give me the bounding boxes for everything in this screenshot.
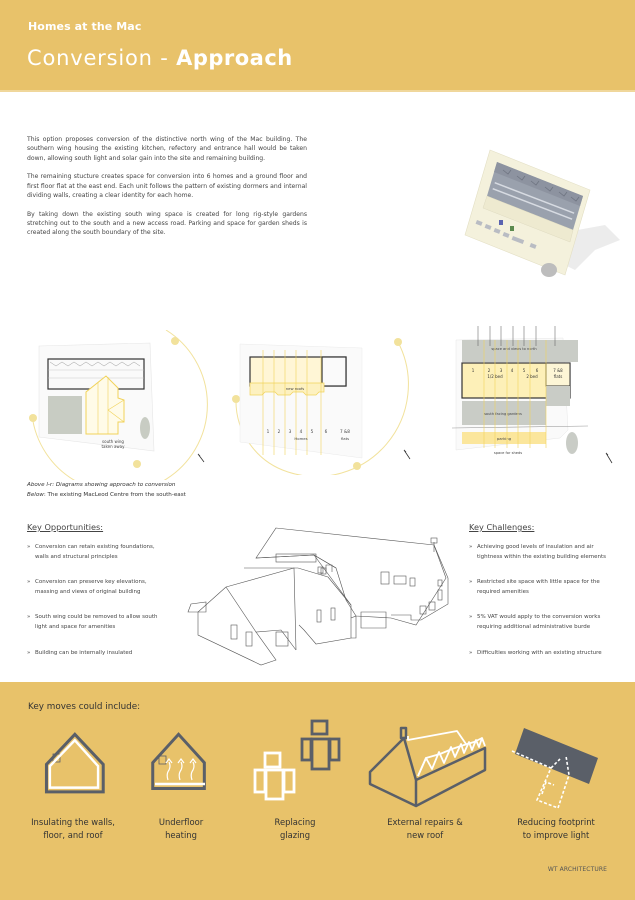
homes-label: Homes	[294, 436, 308, 441]
unit-number: 2	[277, 429, 281, 434]
move-label: Replacing glazing	[274, 817, 316, 841]
bullet-icon: »	[27, 544, 31, 550]
move-label: External repairs & new roof	[387, 817, 463, 841]
move-label: Insulating the walls, floor, and roof	[31, 817, 115, 841]
unit-number: 4	[510, 368, 514, 373]
move-underfloor-heating	[136, 730, 226, 841]
unit-number: 2	[487, 368, 491, 373]
unit-number: 6	[324, 429, 328, 434]
move-external-repairs	[360, 726, 490, 841]
roof-repair-icon	[360, 726, 490, 810]
key-moves-panel	[0, 682, 635, 900]
intro-paragraph: By taking down the existing south wing space is created for long rig-style gardens stretching out to the south and a new access road. Parking and space for garden sheds is created along the south boundary of the site.	[27, 210, 307, 237]
move-insulation	[28, 730, 118, 841]
title-light: Conversion -	[27, 46, 177, 70]
list-item: » Difficulties working with an existing structure	[469, 649, 619, 659]
header-banner	[0, 0, 635, 92]
project-name: Homes at the Mac	[28, 20, 142, 33]
intro-paragraph: The remaining stucture creates space for conversion into 6 homes and a ground floor and first floor flat at the east end. Each unit follows the pattern of existing dormers and internal dividing walls, creating a clear identity for each home.	[27, 173, 307, 199]
bed-label-a: 1/2 bed	[487, 374, 503, 379]
caption-text: : The existing MacLeod Centre from the south-east	[43, 492, 186, 498]
windows-icon	[245, 718, 345, 808]
footprint-icon	[506, 726, 606, 810]
bullet-icon: »	[27, 614, 31, 621]
south-wing-label: south wing	[102, 439, 124, 444]
move-label: Reducing footprint to improve light	[517, 817, 595, 841]
unit-number: 7 &8	[340, 429, 350, 434]
caption-prefix: Below	[27, 492, 44, 498]
flats-label: flats	[553, 374, 563, 379]
new-roofs-label: new roofs	[285, 386, 305, 391]
unit-number: 3	[499, 368, 503, 373]
intro-text	[27, 135, 307, 247]
move-reducing-footprint	[506, 726, 606, 841]
bed-label-b: 2 bed	[526, 374, 538, 379]
flats-label: flats	[340, 436, 350, 441]
bullet-icon: »	[469, 544, 473, 550]
unit-number: 7 &8	[553, 368, 563, 373]
list-item: » Conversion can preserve key elevations, massing and views of original building	[27, 579, 147, 595]
sheds-label: space for sheds	[493, 451, 523, 455]
move-replacing-glazing	[245, 718, 345, 841]
north-space-label: space and views to north	[491, 347, 537, 351]
unit-number: 1	[266, 429, 270, 434]
challenges-title: Key Challenges:	[469, 522, 535, 532]
underfloor-heating-icon	[145, 730, 217, 802]
list-item: » Restricted site space with little space for the required amenities	[469, 579, 600, 595]
title-bold: Approach	[176, 46, 293, 70]
bullet-icon: »	[27, 579, 31, 586]
opportunities-list	[27, 543, 167, 674]
diagram-existing-building	[28, 330, 218, 480]
architect-credit: WT ARCHITECTURE	[547, 866, 607, 873]
gardens-label: south facing gardens	[484, 412, 522, 416]
north-arrow-icon	[198, 454, 204, 462]
caption-line-1: Above l-r: Diagrams showing approach to conversion	[27, 482, 176, 488]
unit-number: 1	[471, 368, 475, 373]
unit-number: 3	[288, 429, 292, 434]
move-label: Underfloor heating	[158, 817, 204, 841]
aerial-model-image	[455, 130, 625, 295]
bullet-icon: »	[469, 579, 473, 586]
north-arrow-icon	[606, 453, 612, 463]
taken-away-label: taken away	[101, 444, 125, 449]
diagram-new-units	[228, 330, 428, 475]
opportunities-title: Key Opportunities:	[27, 522, 104, 532]
unit-number: 5	[522, 368, 526, 373]
caption-line-2	[27, 490, 186, 500]
bullet-icon: »	[27, 649, 31, 656]
unit-number: 4	[299, 429, 303, 434]
list-item: » 5% VAT would apply to the conversion works requiring additional administrative burde	[469, 614, 601, 630]
bullet-icon: »	[469, 614, 473, 621]
bullet-icon: »	[469, 649, 473, 656]
diagram-site-layout	[448, 318, 628, 468]
diagram-caption	[27, 480, 186, 500]
building-sketch-image	[186, 520, 461, 670]
challenges-list	[469, 543, 619, 674]
list-item: » Building can be internally insulated	[27, 649, 167, 659]
key-moves-title: Key moves could include:	[28, 702, 141, 712]
list-item: » Achieving good levels of insulation and air tightness within the existing building elements	[469, 544, 607, 560]
parking-label: parking	[496, 436, 512, 441]
intro-paragraph: This option proposes conversion of the distinctive north wing of the Mac building. The southern wing housing the existing kitchen, refectory and entrance hall would be taken down, allowing south light and solar gain into the site and remaining building.	[27, 136, 307, 162]
unit-number: 5	[310, 429, 314, 434]
list-item: » Conversion can retain existing foundations, walls and structural principles	[27, 544, 155, 560]
north-arrow-icon	[404, 450, 410, 459]
page-title	[27, 46, 293, 70]
insulated-house-icon	[37, 730, 109, 802]
list-item: » South wing could be removed to allow south light and space for amenities	[27, 614, 158, 630]
unit-number: 6	[535, 368, 539, 373]
